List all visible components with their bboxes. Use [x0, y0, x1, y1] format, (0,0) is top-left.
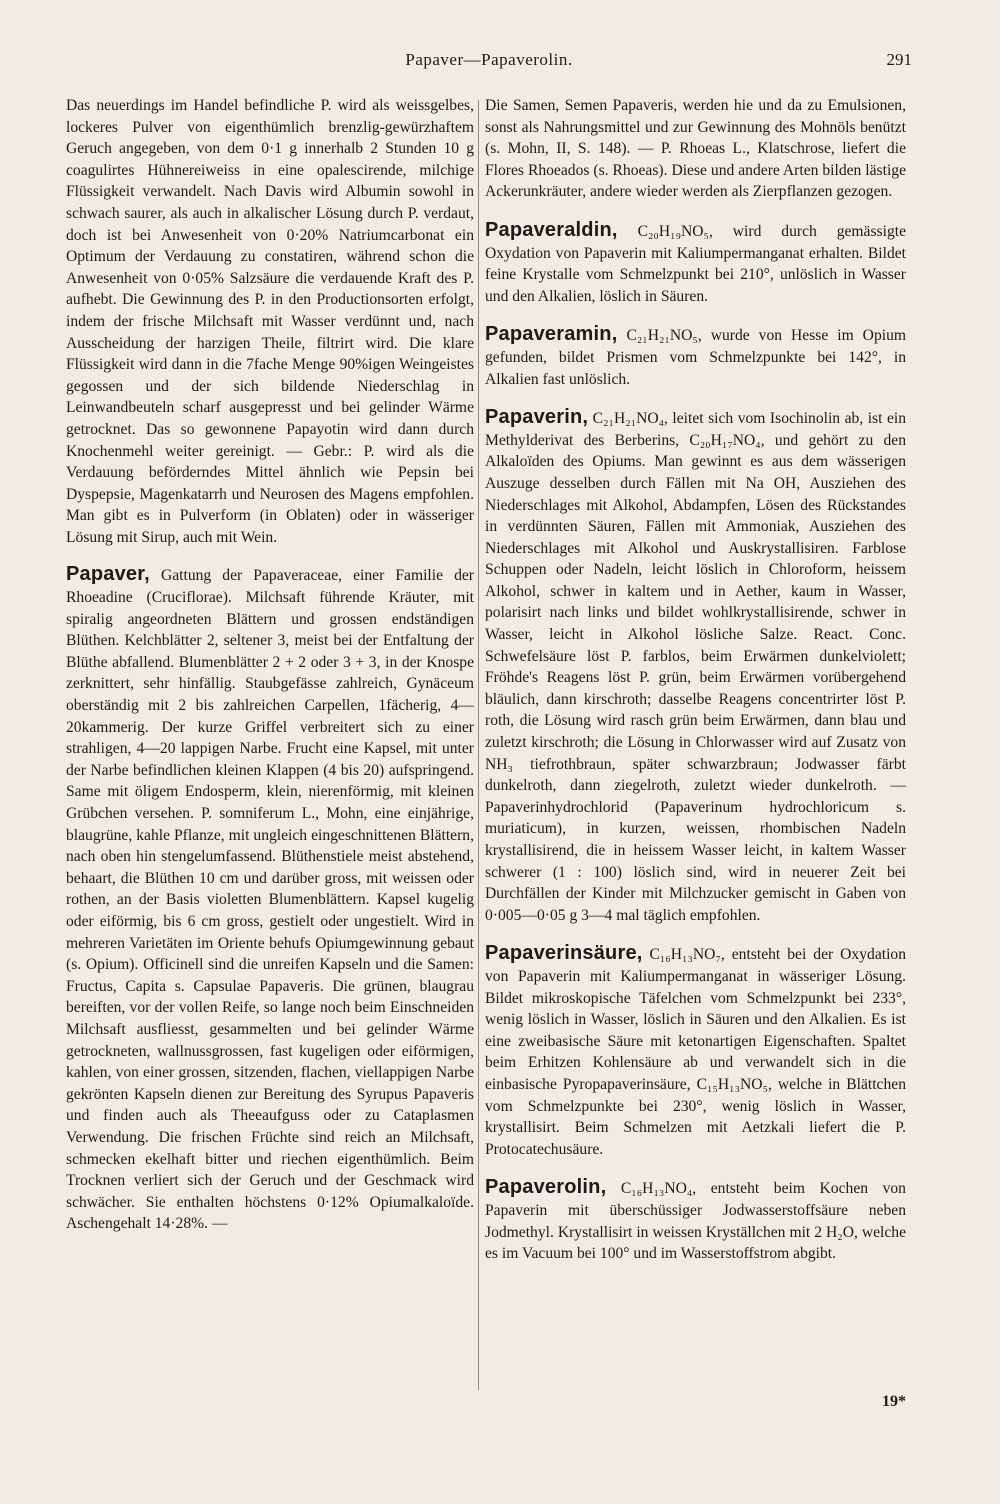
- entry-text: C₂₀H₁₉NO₅, wird durch gemässigte Oxydation von Papaverin mit Kaliumpermanganat erhalten. Bildet feine Krystalle vom Schmelzpunkt bei 210°, unlöslich in Wasser und den Alkalien, löslich in Säuren.: [485, 222, 906, 305]
- right-column: [485, 95, 906, 1265]
- headword-papaverolin: Papaverolin,: [485, 1176, 607, 1199]
- headword-papaver: Papaver,: [66, 563, 150, 586]
- headword-papaverinsaeure: Papaverinsäure,: [485, 942, 643, 965]
- entry-papaverinsaeure: [485, 943, 906, 1160]
- entry-papaver: [66, 564, 474, 1234]
- continuation-paragraph: Die Samen, Semen Papaveris, werden hie und da zu Emulsionen, sonst als Nahrungsmittel und zur Gewinnung des Mohnöls benützt (s. Mohn, II, S. 148). — P. Rhoeas L., Klatschrose, liefert die Flores Rhoeados (s. Rhoeas). Diese und andere Arten bilden lästige Ackerunkräuter, andere wieder werden als Zierpflanzen gezogen.: [485, 97, 906, 201]
- entry-text: C₂₁H₂₁NO₅, wurde von Hesse im Opium gefunden, bildet Prismen vom Schmelzpunkte bei 142°, in Alkalien fast unlöslich.: [485, 327, 906, 388]
- headword-papaveraldin: Papaveraldin,: [485, 218, 618, 241]
- page-number: 291: [886, 50, 912, 69]
- headword-papaveramin: Papaveramin,: [485, 323, 618, 346]
- left-column: [66, 95, 474, 1235]
- entry-text: C₁₆H₁₃NO₇, entsteht bei der Oxydation von Papaverin mit Kaliumpermanganat in wässeriger Lösung. Bildet mikroskopische Täfelchen vom Schmelzpunkt bei 233°, wenig löslich in Wasser, löslich in Säuren und den Alkalien. Es ist eine zweibasische Säure mit ketonartigen Eigenschaften. Spaltet beim Erhitzen Kohlensäure ab und verwandelt sich in die einbasische Pyropapaverinsäure, C₁₅H₁₃NO₅, welche in Blättchen vom Schmelzpunkte bei 230°, wenig löslich in Wasser, krystallisirt. Beim Schmelzen mit Aetzkali liefert die P. Protocatechusäure.: [485, 946, 906, 1158]
- entry-papaverin: [485, 407, 906, 926]
- entry-text: C₁₆H₁₃NO₄, entsteht beim Kochen von Papaverin mit überschüssiger Jodwasserstoffsäure neben Jodmethyl. Krystallisirt in weissen Kryställchen mit 2 H₂O, welche es im Vacuum bei 100° und im Wasserstoffstrom abgibt.: [485, 1180, 906, 1263]
- entry-papaveraldin: [485, 220, 906, 307]
- entry-text: Gattung der Papaveraceae, einer Familie der Rhoeadine (Cruciflorae). Milchsaft führende Kräuter, mit spiralig angeordneten Blättern und grossen endständigen Blüthen. Kelchblätter 2, seltener 3, meist bei der Entfaltung der Blüthe abfallend. Blumenblätter 2 + 2 oder 3 + 3, in der Knospe zerknittert, sehr hinfällig. Staubgefässe zahlreich, Gynäceum oberständig mit 2 bis zahlreichen Carpellen, 1fächerig, 4—20kammerig. Der kurze Griffel verbreitert sich zu einer strahligen, 4—20 lappigen Narbe. Frucht eine Kapsel, mit unter der Narbe befindlichen kleinen Klappen (4 bis 20) aufspringend. Same mit öligem Endosperm, klein, nierenförmig, mit kleinen Grübchen versehen. P. somniferum L., Mohn, eine einjährige, blaugrüne, kahle Pflanze, mit ungleich eingeschnittenen Blättern, nach oben hin stengelumfassend. Blüthenstiele meist abstehend, behaart, die Blüthen 10 cm und darüber gross, mit weissen oder rothen, an der Basis violetten Blumenblättern. Kapsel kugelig oder eiförmig, bis 6 cm gross, gestielt oder ungestielt. Wird in mehreren Varietäten im Oriente behufs Opiumgewinnung gebaut (s. Opium). Officinell sind die unreifen Kapseln und die Samen: Fructus, Capita s. Capsulae Papaveris. Die grünen, blaugrau bereiften, vor der vollen Reife, so lange noch beim Einschneiden Milchsaft ausfliesst, gesammelten und bei gelinder Wärme getrockneten, wallnussgrossen, fast kugeligen oder eiförmigen, kahlen, von einer grossen, sitzenden, flachen, viellappigen Narbe gekrönten Kapseln dienen zur Bereitung des Syrupus Papaveris und finden auch als Theeaufguss oder zu Cataplasmen Verwendung. Die frischen Früchte sind reich an Milchsaft, schmecken ekelhaft bitter und riechen eigenthümlich. Beim Trocknen verliert sich der Geruch und der Geschmack wird schwächer. Sie enthalten höchstens 0·12% Opiumalkaloïde. Aschengehalt 14·28%. —: [66, 567, 474, 1233]
- entry-text: C₂₁H₂₁NO₄, leitet sich vom Isochinolin ab, ist ein Methylderivat des Berberins, C₂₀H₁₇NO₄, und gehört zu den Alkaloïden des Opiums. Man gewinnt es aus dem wässerigen Auszuge desselben durch Fällen mit Na OH, Ausziehen des Niederschlages mit Alkohol, Abdampfen, Lösen des Rückstandes in verdünnten Säuren, Fällen mit Ammoniak, Ausziehen des Niederschlages mit Alkohol und Auskrystallisiren. Farblose Schuppen oder Nadeln, leicht löslich in Chloroform, heissem Alkohol, schwer in kaltem und in Aether, kaum in Wasser, polarisirt nach links und bildet wohlkrystallisirende, schwer in Wasser, leicht in Alkohol lösliche Salze. React. Conc. Schwefelsäure löst P. farblos, beim Erwärmen dunkelviolett; Fröhde's Reagens löst P. grün, beim Erwärmen vorübergehend bläulich, dann kirschroth; dasselbe Reagens concentrirter löst P. roth, die Lösung wird rasch grün beim Erwärmen, dann blau und zuletzt kirschroth; die Lösung in Chlorwasser wird auf Zusatz von NH₃ tiefrothbraun, später schwarzbraun; Jodwasser färbt dunkelroth, dann ziegelroth, zuletzt wieder dunkelroth. — Papaverinhydrochlorid (Papaverinum hydrochloricum s. muriaticum), in kurzen, weissen, rhombischen Nadeln krystallisirend, die in heissem Wasser leicht, in kaltem Wasser schwerer (1 : 100) löslich sind, wird in neuerer Zeit bei Durchfällen der Kinder mit Milchzucker gemischt in Gaben von 0·005—0·05 g 3—4 mal täglich empfohlen.: [485, 410, 906, 924]
- sheet-signature: 19*: [882, 1393, 906, 1410]
- entry-papaveramin: [485, 324, 906, 390]
- running-head: Papaver—Papaverolin.: [405, 50, 573, 69]
- headword-papaverin: Papaverin,: [485, 406, 589, 429]
- entry-papaverolin: [485, 1177, 906, 1264]
- page-header: [66, 50, 912, 76]
- intro-paragraph: Das neuerdings im Handel befindliche P. wird als weissgelbes, lockeres Pulver von eigenthümlich brenzlig-gewürzhaftem Geruch angegeben, von dem 0·1 g innerhalb 2 Stunden 10 g coagulirtes Hühnereiweiss in eine opalescirende, milchige Flüssigkeit verwandelt. Nach Davis wird Albumin sowohl in schwach saurer, als auch in alkalischer Lösung durch P. verdaut, doch ist bei Anwesenheit von 0·20% Natriumcarbonat ein Optimum der Verdauung zu constatiren, während schon die Anwesenheit von 0·05% Salzsäure die verdauende Kraft des P. aufhebt. Die Gewinnung des P. in den Productionsorten erfolgt, indem der frische Milchsaft mit Wasser verdünnt und, nach Ausscheidung der harzigen Theile, filtrirt wird. Die klare Flüssigkeit wird dann in die 7fache Menge 90%igen Weingeistes gegossen und der sich bildende Niederschlag in Leinwandbeuteln scharf ausgepresst und bei gelinder Wärme getrocknet. Das so gewonnene Papayotin wird dann durch Knochenmehl weiter gereinigt. — Gebr.: P. wird als die Verdauung beförderndes Mittel ähnlich wie Pepsin bei Dyspepsie, Magenkatarrh und Neurosen des Magens empfohlen. Man gibt es in Pulverform (in Oblaten) oder in wässeriger Lösung mit Sirup, auch mit Wein.: [66, 97, 474, 546]
- column-divider: [478, 100, 479, 1390]
